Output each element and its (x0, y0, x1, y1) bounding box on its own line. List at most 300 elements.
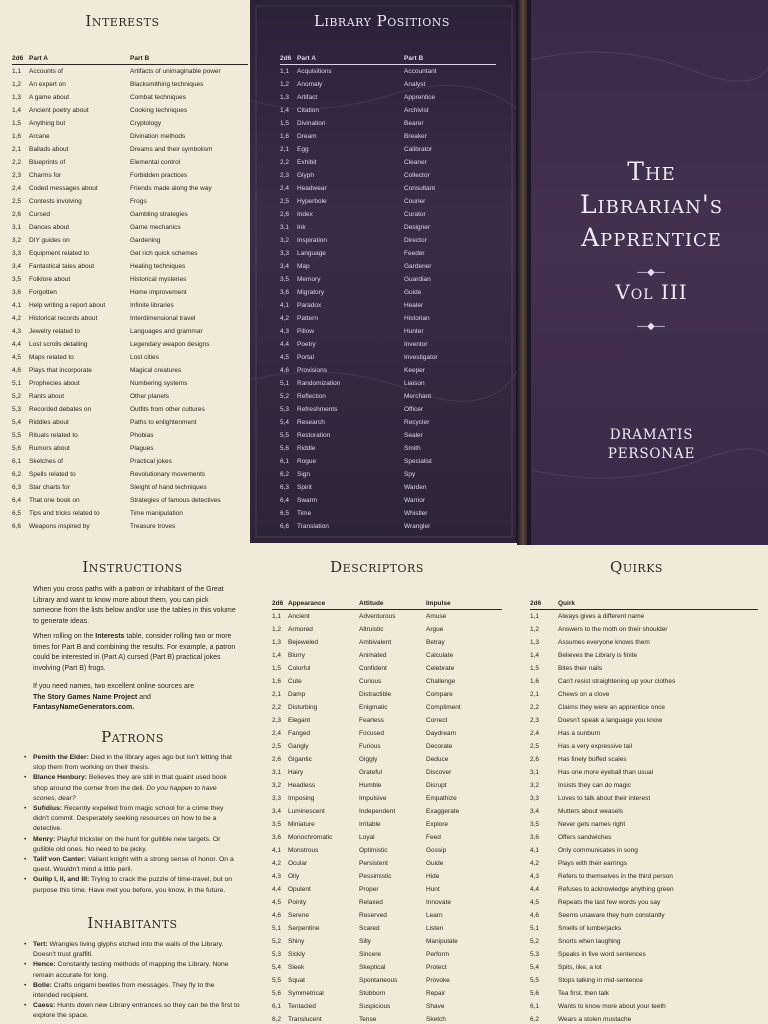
descriptors-cell: Symmetrical (288, 990, 324, 997)
descriptors-cell: Confident (359, 665, 387, 672)
descriptors-row (272, 727, 502, 740)
positions-cell: Rogue (297, 458, 317, 465)
positions-cell: Language (297, 250, 326, 257)
positions-row (280, 260, 496, 273)
interests-cell: Jewelry related to (29, 328, 80, 335)
interests-cell: Plagues (130, 445, 154, 452)
interests-cell: Gardening (130, 237, 161, 244)
positions-cell: Warrior (404, 497, 426, 504)
descriptors-cell: 1,6 (272, 678, 282, 685)
descriptors-cell: Tense (359, 1016, 377, 1023)
descriptors-cell: Disrupt (426, 782, 447, 789)
interests-cell: Riddles about (29, 419, 69, 426)
positions-cell: Pattern (297, 315, 318, 322)
quirks-cell: Has a sunburn (558, 730, 601, 737)
quirks-row (530, 909, 758, 922)
positions-cell: 6,4 (280, 497, 290, 504)
positions-row (280, 403, 496, 416)
instructions-paragraph-3 (33, 682, 238, 714)
descriptors-cell: 1,5 (272, 665, 282, 672)
interests-cell: Help writing a report about (29, 302, 106, 309)
positions-cell: 6,5 (280, 510, 290, 517)
interests-row (12, 312, 248, 325)
descriptors-table-header (272, 598, 502, 610)
descriptors-cell: Calculate (426, 652, 454, 659)
descriptors-cell: Bejeweled (288, 639, 318, 646)
descriptors-cell: 4,4 (272, 886, 282, 893)
interests-cell: Fantastical tales about (29, 263, 95, 270)
descriptors-cell: Innovate (426, 899, 451, 906)
descriptors-cell: Compare (426, 691, 453, 698)
interests-cell: 6,6 (12, 523, 22, 530)
descriptors-row (272, 610, 502, 623)
descriptors-cell: Giggly (359, 756, 378, 763)
interests-cell: 6,5 (12, 510, 22, 517)
positions-cell: Translation (297, 523, 329, 530)
interests-cell: Ancient poetry about (29, 107, 89, 114)
quirks-cell: Claims they were an apprentice once (558, 704, 665, 711)
cover-title-line-3: Apprentice (581, 223, 722, 252)
positions-cell: Collector (404, 172, 430, 179)
interests-row (12, 156, 248, 169)
quirks-row (530, 714, 758, 727)
descriptors-cell: 3,4 (272, 808, 282, 815)
inhabitants-heading: Inhabitants (87, 914, 178, 932)
interests-cell: That one book on (29, 497, 80, 504)
interests-cell: Home improvement (130, 289, 187, 296)
descriptors-cell: Cute (288, 678, 302, 685)
positions-cell: 2,5 (280, 198, 290, 205)
positions-cell: Restoration (297, 432, 331, 439)
descriptors-cell: Guide (426, 860, 444, 867)
descriptors-cell: 2,6 (272, 756, 282, 763)
quirks-cell: Smells of lumberjacks (558, 925, 622, 932)
positions-cell: Poetry (297, 341, 316, 348)
descriptors-cell: Sleek (288, 964, 305, 971)
positions-row (280, 468, 496, 481)
positions-cell: Hunter (404, 328, 424, 335)
patrons-item (24, 875, 240, 895)
descriptors-cell: Shave (426, 1003, 445, 1010)
interests-cell: 6,1 (12, 458, 22, 465)
positions-cell: Archivist (404, 107, 429, 114)
positions-row (280, 520, 496, 533)
inhabitants-item (24, 960, 240, 980)
quirks-row (530, 805, 758, 818)
positions-row (280, 234, 496, 247)
positions-cell: 4,3 (280, 328, 290, 335)
positions-cell: Breaker (404, 133, 427, 140)
positions-cell: 2,2 (280, 159, 290, 166)
positions-cell: Hyperbole (297, 198, 327, 205)
descriptors-cell: 5,4 (272, 964, 282, 971)
positions-cell: Reflection (297, 393, 326, 400)
interests-cell: An expert on (29, 81, 66, 88)
positions-row (280, 169, 496, 182)
interests-cell: Game mechanics (130, 224, 181, 231)
quirks-cell: Snorts when laughing (558, 938, 621, 945)
descriptors-cell: 5,1 (272, 925, 282, 932)
interests-cell: Outfits from other cultures (130, 406, 205, 413)
descriptors-cell: Serene (288, 912, 309, 919)
interests-col-part-a: Part A (29, 55, 48, 62)
interests-cell: 3,2 (12, 237, 22, 244)
positions-cell: 3,4 (280, 263, 290, 270)
positions-row (280, 247, 496, 260)
positions-cell: Pillow (297, 328, 314, 335)
patrons-item-name: Sufidius: (33, 805, 63, 813)
descriptors-cell: Feed (426, 834, 441, 841)
interests-cell: Other planets (130, 393, 170, 400)
interests-cell: Ballads about (29, 146, 69, 153)
positions-cell: 1,4 (280, 107, 290, 114)
positions-cell: Investigator (404, 354, 438, 361)
descriptors-cell: Perform (426, 951, 450, 958)
quirks-cell: 6,2 (530, 1016, 540, 1023)
interests-cell: 6,2 (12, 471, 22, 478)
positions-cell: 4,6 (280, 367, 290, 374)
descriptors-cell: Grateful (359, 769, 383, 776)
interests-cell: 4,6 (12, 367, 22, 374)
quirks-cell: Wears a stolen mustache (558, 1016, 632, 1023)
quirks-row (530, 662, 758, 675)
positions-cell: Sign (297, 471, 311, 478)
descriptors-row (272, 909, 502, 922)
inhabitants-item-name: Bolle: (33, 981, 52, 989)
positions-cell: 6,1 (280, 458, 290, 465)
descriptors-cell: Challenge (426, 678, 456, 685)
quirks-cell: 3,3 (530, 795, 540, 802)
quirks-cell: Insists they can do magic (558, 782, 631, 789)
descriptors-cell: Persistent (359, 860, 388, 867)
descriptors-cell: 4,6 (272, 912, 282, 919)
descriptors-cell: Squat (288, 977, 305, 984)
instructions-p3-and: and (137, 693, 151, 701)
descriptors-cell: Optimistic (359, 847, 388, 854)
descriptors-cell: Hairy (288, 769, 304, 776)
interests-cell: Accounts of (29, 68, 63, 75)
descriptors-cell: 2,3 (272, 717, 282, 724)
positions-cell: Cleaner (404, 159, 427, 166)
cover-title-line-1: The (627, 157, 676, 186)
positions-cell: 1,2 (280, 81, 290, 88)
positions-table (280, 53, 496, 533)
interests-row (12, 507, 248, 520)
positions-row (280, 78, 496, 91)
descriptors-cell: Learn (426, 912, 443, 919)
interests-cell: Historical records about (29, 315, 98, 322)
quirks-row (530, 675, 758, 688)
interests-row (12, 429, 248, 442)
descriptors-row (272, 649, 502, 662)
descriptors-row (272, 922, 502, 935)
cover-subtitle-line-2: PERSONAE (607, 446, 696, 462)
quirks-cell: Seems unaware they hum constantly (558, 912, 665, 919)
descriptors-heading: Descriptors (330, 558, 424, 576)
inhabitants-list (24, 940, 240, 1022)
positions-cell: Consultant (404, 185, 436, 192)
quirks-row (530, 740, 758, 753)
descriptors-cell: Curious (359, 678, 382, 685)
descriptors-row (272, 870, 502, 883)
positions-cell: Migratory (297, 289, 325, 296)
positions-cell: 5,1 (280, 380, 290, 387)
positions-row (280, 208, 496, 221)
interests-cell: Dreams and their symbolism (130, 146, 213, 153)
descriptors-cell: Listen (426, 925, 444, 932)
descriptors-cell: Blurry (288, 652, 305, 659)
positions-cell: Riddle (297, 445, 316, 452)
positions-cell: Calibrator (404, 146, 433, 153)
quirks-cell: Has one more eyeball than usual (558, 769, 654, 776)
descriptors-cell: 1,4 (272, 652, 282, 659)
quirks-cell: Stops talking in mid-sentence (558, 977, 643, 984)
interests-cell: 5,4 (12, 419, 22, 426)
descriptors-cell: Repair (426, 990, 446, 997)
positions-cell: Acquisitions (297, 68, 332, 75)
quirks-row (530, 922, 758, 935)
quirks-row (530, 1000, 758, 1013)
patrons-item-text: Recently expelled from magic school for a crime they didn't commit. Desperately seeking resources on how to be a detective. (33, 805, 224, 833)
descriptors-cell: 5,3 (272, 951, 282, 958)
positions-cell: Sealer (404, 432, 423, 439)
positions-row (280, 156, 496, 169)
descriptors-row (272, 623, 502, 636)
interests-row (12, 299, 248, 312)
descriptors-cell: Proper (359, 886, 379, 893)
positions-cell: 5,2 (280, 393, 290, 400)
quirks-row (530, 753, 758, 766)
interests-cell: Forgotten (29, 289, 57, 296)
positions-cell: Historian (404, 315, 430, 322)
quirks-cell: Never gets names right (558, 821, 626, 828)
descriptors-row (272, 714, 502, 727)
interests-cell: Contests involving (29, 198, 82, 205)
instructions-source-1: The Story Games Name Project (33, 693, 138, 701)
descriptors-cell: 3,3 (272, 795, 282, 802)
quirks-row (530, 948, 758, 961)
positions-cell: Portal (297, 354, 314, 361)
quirks-cell: Has finely buffed scales (558, 756, 627, 763)
quirks-row (530, 636, 758, 649)
patrons-item (24, 753, 240, 773)
interests-cell: Languages and grammar (130, 328, 203, 335)
interests-row (12, 195, 248, 208)
descriptors-cell: Ocular (288, 860, 308, 867)
quirks-row (530, 623, 758, 636)
interests-cell: 5,2 (12, 393, 22, 400)
quirks-row (530, 792, 758, 805)
interests-cell: 5,1 (12, 380, 22, 387)
positions-cell: 2,6 (280, 211, 290, 218)
interests-cell: 3,3 (12, 250, 22, 257)
descriptors-cell: 2,4 (272, 730, 282, 737)
positions-cell: Courier (404, 198, 426, 205)
positions-row (280, 494, 496, 507)
interests-cell: 5,3 (12, 406, 22, 413)
positions-row (280, 299, 496, 312)
descriptors-cell: Exaggerate (426, 808, 460, 815)
interests-col-part-b: Part B (130, 55, 150, 62)
quirks-cell: 6,1 (530, 1003, 540, 1010)
interests-cell: Cursed (29, 211, 50, 218)
positions-cell: Healer (404, 302, 424, 309)
descriptors-cell: 2,2 (272, 704, 282, 711)
positions-row (280, 286, 496, 299)
instructions-p2-pre: When rolling on the (33, 633, 96, 640)
positions-cell: Citation (297, 107, 320, 114)
positions-cell: 3,1 (280, 224, 290, 231)
quirks-cell: 2,1 (530, 691, 540, 698)
quirks-cell: Plays with their earrings (558, 860, 627, 867)
positions-rows (280, 65, 496, 533)
descriptors-cell: 5,5 (272, 977, 282, 984)
quirks-cell: Answers to the moth on their shoulder (558, 626, 668, 633)
positions-cell: Inventor (404, 341, 428, 348)
descriptors-row (272, 844, 502, 857)
interests-cell: 4,5 (12, 354, 22, 361)
descriptors-cell: Scared (359, 925, 380, 932)
instructions-paragraph-1: When you cross paths with a patron or inhabitant of the Great Library and want to know more about them, you can pick someone from the lists below and/or use the tables in this volume to generate ideas. (33, 586, 236, 625)
descriptors-cell: 3,5 (272, 821, 282, 828)
patrons-item (24, 804, 240, 835)
descriptors-row (272, 935, 502, 948)
descriptors-cell: Argue (426, 626, 444, 633)
interests-row (12, 468, 248, 481)
interests-cell: Lost cities (130, 354, 159, 361)
interests-cell: Phobias (130, 432, 154, 439)
positions-cell: 4,5 (280, 354, 290, 361)
interests-cell: 2,1 (12, 146, 22, 153)
positions-cell: 1,6 (280, 133, 290, 140)
positions-cell: Artifact (297, 94, 318, 101)
descriptors-cell: Monstrous (288, 847, 319, 854)
inhabitants-item-text: Constantly testing methods of mapping the Library. None remain accurate for long. (33, 961, 229, 979)
descriptors-cell: Skeptical (359, 964, 386, 971)
quirks-cell: Refers to themselves in the third person (558, 873, 673, 880)
positions-row (280, 364, 496, 377)
interests-cell: 4,3 (12, 328, 22, 335)
interests-row (12, 234, 248, 247)
descriptors-cell: Reserved (359, 912, 387, 919)
interests-cell: Prophecies about (29, 380, 80, 387)
descriptors-cell: Serpentine (288, 925, 320, 932)
descriptors-cell: Animated (359, 652, 387, 659)
quirks-cell: Believes the Library is finite (558, 652, 638, 659)
positions-cell: 1,1 (280, 68, 290, 75)
positions-cell: 1,3 (280, 94, 290, 101)
quirks-cell: Has a very expressive tail (558, 743, 633, 750)
instructions-p2-post: table, consider rolling two or more times for Part B and combining the results. For example, a patron could be interested in (Part A) cursed (Part B) practical jokes involving (Part B) frogs. (33, 633, 236, 672)
descriptors-col-attitude: Attitude (359, 600, 384, 607)
interests-cell: Dances about (29, 224, 70, 231)
instructions-source-2: FantasyNameGenerators.com. (33, 704, 135, 711)
quirks-cell: 1,6 (530, 678, 540, 685)
interests-cell: Recorded debates on (29, 406, 92, 413)
interests-cell: Revolutionary movements (130, 471, 206, 478)
interests-row (12, 260, 248, 273)
positions-row (280, 104, 496, 117)
quirks-cell: Always gives a different name (558, 613, 645, 620)
quirks-cell: 2,6 (530, 756, 540, 763)
positions-cell: 6,6 (280, 523, 290, 530)
descriptors-cell: Betray (426, 639, 445, 646)
instructions-heading: Instructions (82, 558, 183, 576)
descriptors-cell: Monochromatic (288, 834, 333, 841)
interests-cell: Numbering systems (130, 380, 188, 387)
interests-cell: 6,3 (12, 484, 22, 491)
inhabitants-item (24, 981, 240, 1001)
interests-cell: Weapons inspired by (29, 523, 90, 530)
descriptors-cell: 4,3 (272, 873, 282, 880)
positions-cell: Feeder (404, 250, 425, 257)
descriptors-row (272, 636, 502, 649)
quirks-cell: 3,1 (530, 769, 540, 776)
positions-row (280, 325, 496, 338)
inhabitants-item (24, 1001, 240, 1021)
descriptors-cell: Provoke (426, 977, 450, 984)
positions-cell: Guardian (404, 276, 431, 283)
positions-row (280, 390, 496, 403)
interests-cell: Sketches of (29, 458, 63, 465)
quirks-cell: 2,5 (530, 743, 540, 750)
interests-row (12, 520, 248, 533)
descriptors-cell: Miniature (288, 821, 315, 828)
positions-cell: Liaison (404, 380, 425, 387)
descriptors-cell: Hide (426, 873, 440, 880)
quirks-cell: 1,5 (530, 665, 540, 672)
quirks-row (530, 1013, 758, 1024)
descriptors-cell: Sketch (426, 1016, 446, 1023)
descriptors-cell: 3,6 (272, 834, 282, 841)
descriptors-row (272, 974, 502, 987)
positions-row (280, 481, 496, 494)
inhabitants-item (24, 940, 240, 960)
descriptors-cell: Manipulate (426, 938, 458, 945)
quirks-row (530, 727, 758, 740)
descriptors-cell: Sickly (288, 951, 305, 958)
interests-cell: 2,2 (12, 159, 22, 166)
descriptors-cell: Celebrate (426, 665, 455, 672)
positions-cell: 5,3 (280, 406, 290, 413)
quirks-cell: Can't resist straightening up your clothes (558, 678, 676, 685)
descriptors-cell: Sincere (359, 951, 382, 958)
quirks-cell: 4,4 (530, 886, 540, 893)
quirks-table (530, 598, 758, 1024)
descriptors-cell: Translucent (288, 1016, 322, 1023)
interests-row (12, 91, 248, 104)
interests-cell: Spells related to (29, 471, 76, 478)
positions-row (280, 273, 496, 286)
descriptors-row (272, 857, 502, 870)
descriptors-cell: Distractible (359, 691, 392, 698)
quirks-cell: Tea first, then talk (558, 990, 609, 997)
interests-cell: Combat techniques (130, 94, 187, 101)
descriptors-cell: 5,2 (272, 938, 282, 945)
positions-cell: Analyst (404, 81, 426, 88)
interests-cell: 5,6 (12, 445, 22, 452)
descriptors-cell: Stubborn (359, 990, 386, 997)
positions-row (280, 442, 496, 455)
descriptors-cell: 3,1 (272, 769, 282, 776)
interests-cell: Plays that incorporate (29, 367, 92, 374)
interests-row (12, 481, 248, 494)
inhabitants-item-name: Caess: (33, 1002, 56, 1010)
interests-row (12, 208, 248, 221)
positions-cell: Smith (404, 445, 421, 452)
interests-table (12, 53, 248, 533)
descriptors-row (272, 662, 502, 675)
